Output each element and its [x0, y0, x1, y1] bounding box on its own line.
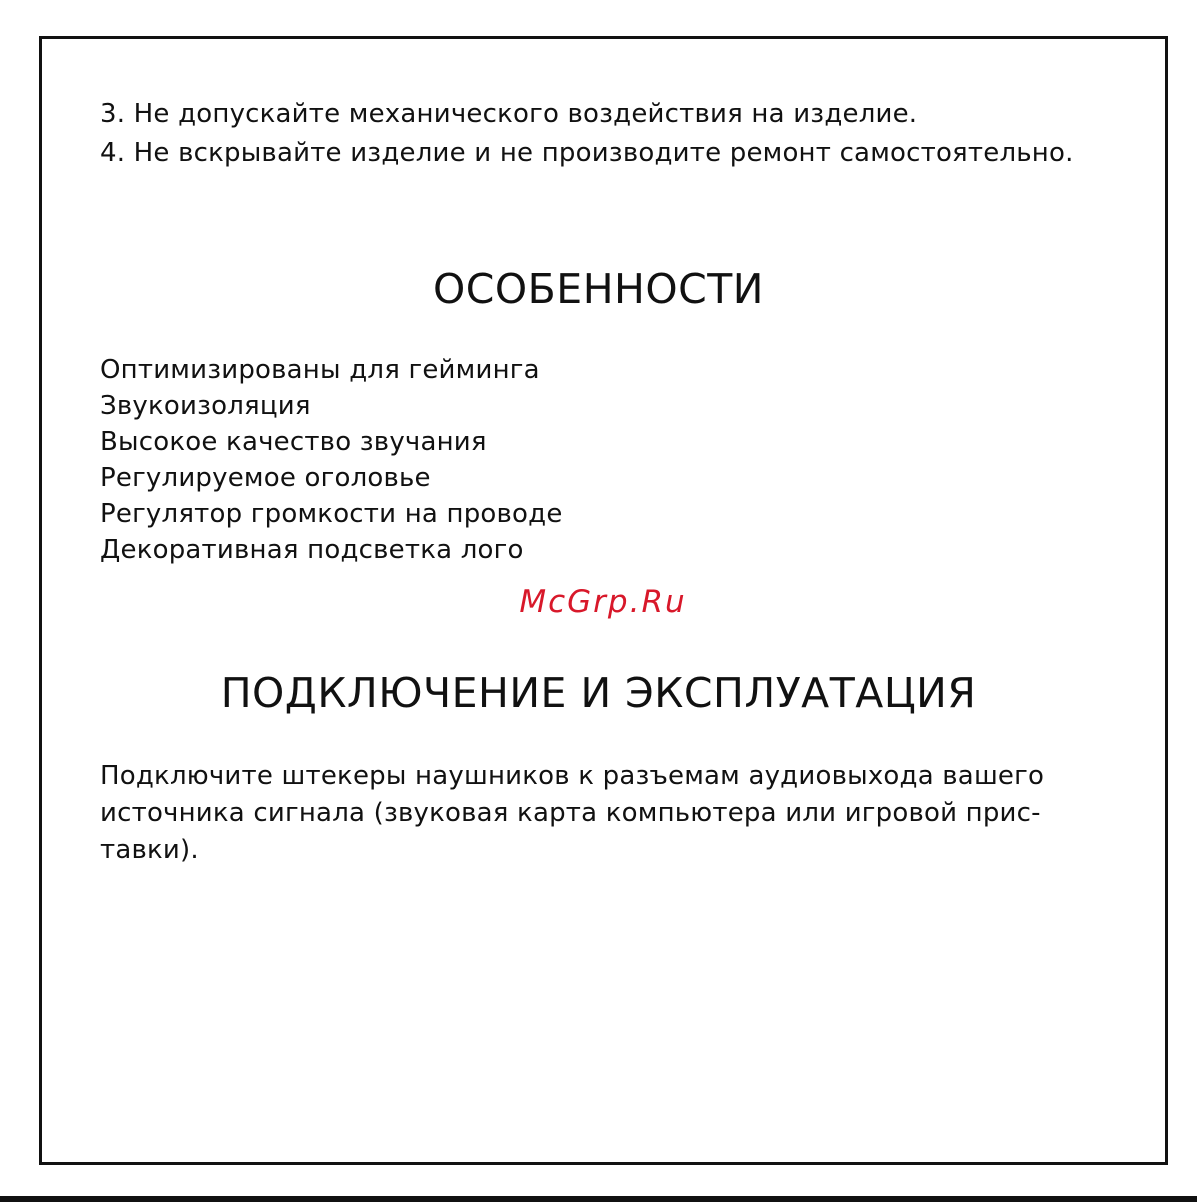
precaution-item: 3. Не допускайте механического воздействия на изделие.: [100, 99, 918, 129]
feature-item: Оптимизированы для гейминга: [100, 355, 540, 385]
watermark-text: McGrp.Ru: [519, 584, 687, 620]
feature-item: Декоративная подсветка лого: [100, 535, 524, 565]
connection-heading: ПОДКЛЮЧЕНИЕ И ЭКСПЛУАТАЦИЯ: [220, 669, 977, 717]
feature-item: Регулятор громкости на проводе: [100, 499, 563, 529]
feature-item: Звукоизоляция: [100, 391, 311, 421]
features-heading: ОСОБЕННОСТИ: [433, 265, 764, 313]
paragraph-line: тавки).: [100, 835, 199, 865]
precaution-item: 4. Не вскрывайте изделие и не производите ремонт самостоятельно.: [100, 138, 1074, 168]
feature-item: Высокое качество звучания: [100, 427, 487, 457]
paragraph-line: Подключите штекеры наушников к разъемам аудиовыхода вашего: [100, 761, 1045, 791]
feature-item: Регулируемое оголовье: [100, 463, 431, 493]
bottom-rule: [0, 1196, 1197, 1202]
paragraph-line: источника сигнала (звуковая карта компьютера или игровой прис-: [100, 798, 1041, 828]
